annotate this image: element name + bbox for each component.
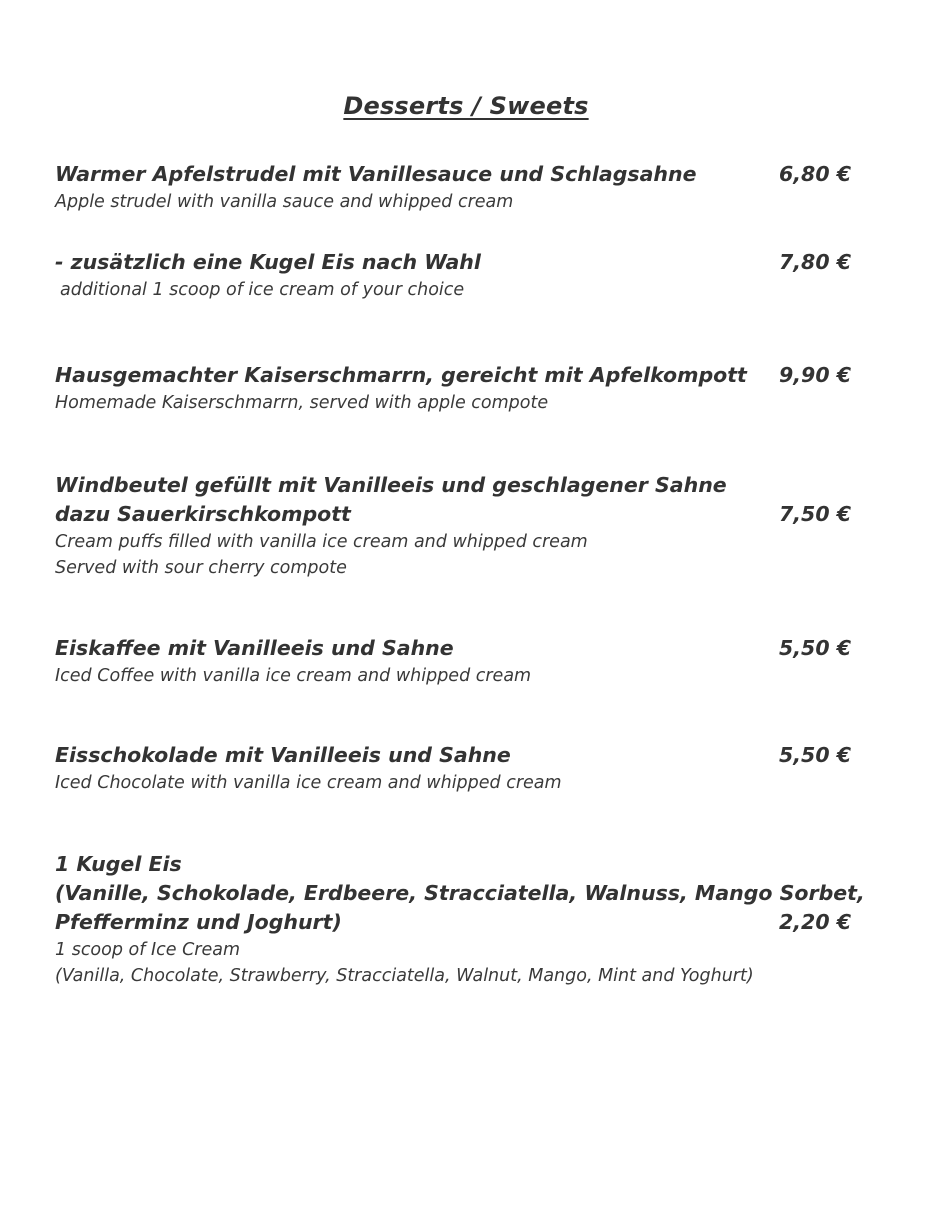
item-description-en: (Vanilla, Chocolate, Strawberry, Stracciatella, Walnut, Mango, Mint and Yoghurt) — [55, 966, 754, 986]
item-description-en: Cream puffs filled with vanilla ice cream and whipped cream — [55, 532, 588, 552]
item-description-en: Iced Coffee with vanilla ice cream and whipped cream — [55, 666, 532, 686]
item-description-en: additional 1 scoop of ice cream of your choice — [60, 280, 465, 300]
item-description-en: Served with sour cherry compote — [55, 558, 347, 578]
item-price: 7,80 € — [779, 250, 851, 274]
item-price: 6,80 € — [779, 162, 851, 186]
item-description-en: Homemade Kaiserschmarrn, served with apple compote — [55, 393, 549, 413]
item-name-de: 1 Kugel Eis — [55, 852, 182, 876]
item-price: 7,50 € — [779, 502, 851, 526]
item-name-de: Windbeutel gefüllt mit Vanilleeis und geschlagener Sahne — [55, 473, 727, 497]
menu-item-eiskaffee — [55, 634, 775, 689]
menu-item-apfelstrudel — [55, 160, 775, 215]
item-name-de: (Vanille, Schokolade, Erdbeere, Stracciatella, Walnuss, Mango Sorbet, — [55, 881, 865, 905]
item-price: 5,50 € — [779, 743, 851, 767]
item-name-de: Eisschokolade mit Vanilleeis und Sahne — [55, 743, 511, 767]
menu-title: Desserts / Sweets — [343, 92, 589, 120]
item-name-de: Warmer Apfelstrudel mit Vanillesauce und Schlagsahne — [55, 162, 697, 186]
item-description-en: Apple strudel with vanilla sauce and whipped cream — [55, 192, 514, 212]
item-description-en: Iced Chocolate with vanilla ice cream and whipped cream — [55, 773, 562, 793]
menu-item-kaiserschmarrn — [55, 361, 775, 416]
item-name-de: dazu Sauerkirschkompott — [55, 502, 351, 526]
item-name-de: Eiskaffee mit Vanilleeis und Sahne — [55, 636, 454, 660]
item-name-de: Pfefferminz und Joghurt) — [55, 910, 342, 934]
item-price: 5,50 € — [779, 636, 851, 660]
menu-item-extra-scoop — [55, 248, 775, 303]
item-price: 2,20 € — [779, 910, 851, 934]
item-name-de: - zusätzlich eine Kugel Eis nach Wahl — [55, 250, 481, 274]
item-price: 9,90 € — [779, 363, 851, 387]
item-description-en: 1 scoop of Ice Cream — [55, 940, 241, 960]
item-name-de: Hausgemachter Kaiserschmarrn, gereicht mit Apfelkompott — [55, 363, 747, 387]
menu-item-windbeutel — [55, 471, 775, 581]
menu-item-eisschokolade — [55, 741, 775, 796]
